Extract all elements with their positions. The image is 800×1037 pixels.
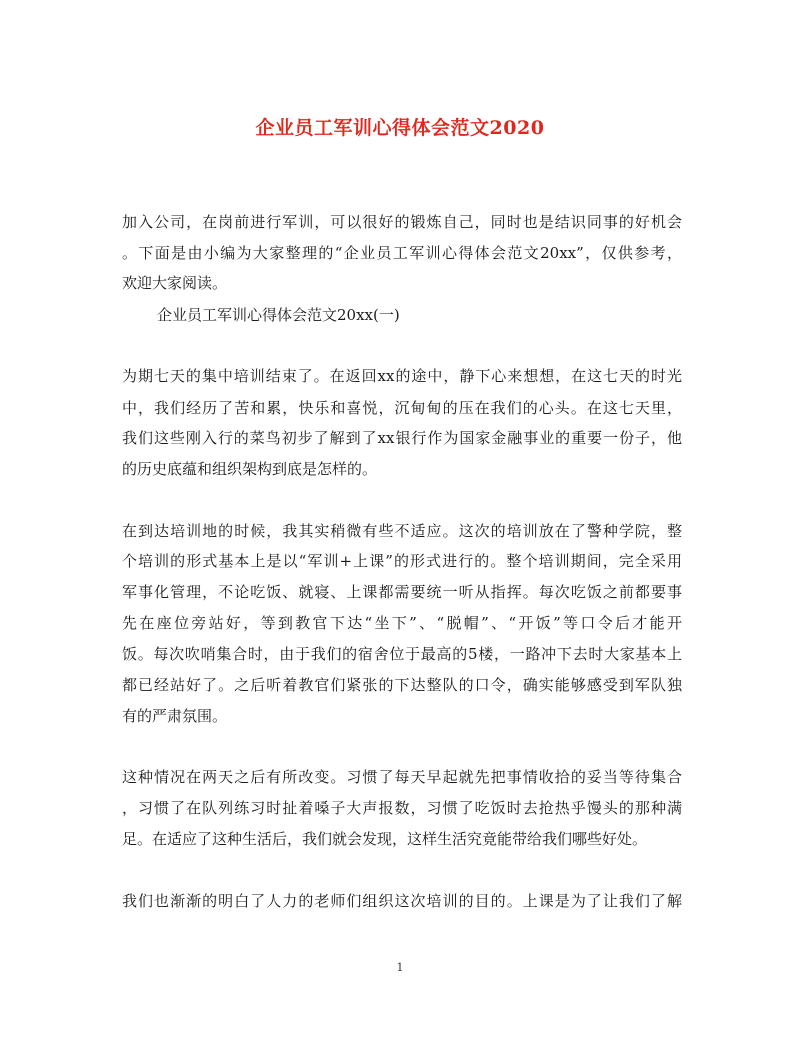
paragraph-line: 我们这些刚入行的菜鸟初步了解到了xx银行作为国家金融事业的重要一份子，他 [122, 429, 682, 447]
paragraph-line: 这种情况在两天之后有所改变。习惯了每天早起就先把事情收拾的妥当等待集合 [122, 768, 682, 786]
intro-line: 。下面是由小编为大家整理的“企业员工军训心得体会范文20xx”，仅供参考， [122, 244, 682, 262]
paragraph-line: 都已经站好了。之后听着教官们紧张的下达整队的口令，确实能够感受到军队独 [122, 676, 682, 694]
paragraph-line: 军事化管理，不论吃饭、就寝、上课都需要统一听从指挥。每次吃饭之前都要事 [122, 583, 682, 601]
intro-line: 欢迎大家阅读。 [122, 274, 228, 292]
paragraph-line: 饭。每次吹哨集合时，由于我们的宿舍位于最高的5楼，一路冲下去时大家基本上 [122, 645, 682, 663]
section-subheading: 企业员工军训心得体会范文20xx(一) [157, 306, 400, 324]
paragraph-line: 中，我们经历了苦和累，快乐和喜悦，沉甸甸的压在我们的心头。在这七天里， [122, 399, 682, 417]
paragraph-line: 我们也渐渐的明白了人力的老师们组织这次培训的目的。上课是为了让我们了解 [122, 892, 682, 910]
paragraph-line: 足。在适应了这种生活后，我们就会发现，这样生活究竟能带给我们哪些好处。 [122, 830, 648, 848]
paragraph-line: 有的严肃氛围。 [122, 707, 228, 725]
page-number: 1 [396, 961, 404, 974]
intro-line: 加入公司，在岗前进行军训，可以很好的锻炼自己，同时也是结识同事的好机会 [122, 213, 682, 231]
paragraph-line: ，习惯了在队列练习时扯着嗓子大声报数，习惯了吃饭时去抢热乎馒头的那种满 [122, 799, 682, 817]
paragraph-line: 个培训的形式基本上是以“军训+上课”的形式进行的。整个培训期间，完全采用 [122, 552, 682, 570]
paragraph-line: 的历史底蕴和组织架构到底是怎样的。 [122, 460, 378, 478]
document-title: 企业员工军训心得体会范文2020 [255, 117, 545, 139]
paragraph-line: 在到达培训地的时候，我其实稍微有些不适应。这次的培训放在了警种学院，整 [122, 522, 682, 540]
paragraph-line: 先在座位旁站好，等到教官下达“坐下”、“脱帽”、“开饭”等口令后才能开 [122, 614, 682, 632]
paragraph-line: 为期七天的集中培训结束了。在返回xx的途中，静下心来想想，在这七天的时光 [122, 367, 682, 385]
